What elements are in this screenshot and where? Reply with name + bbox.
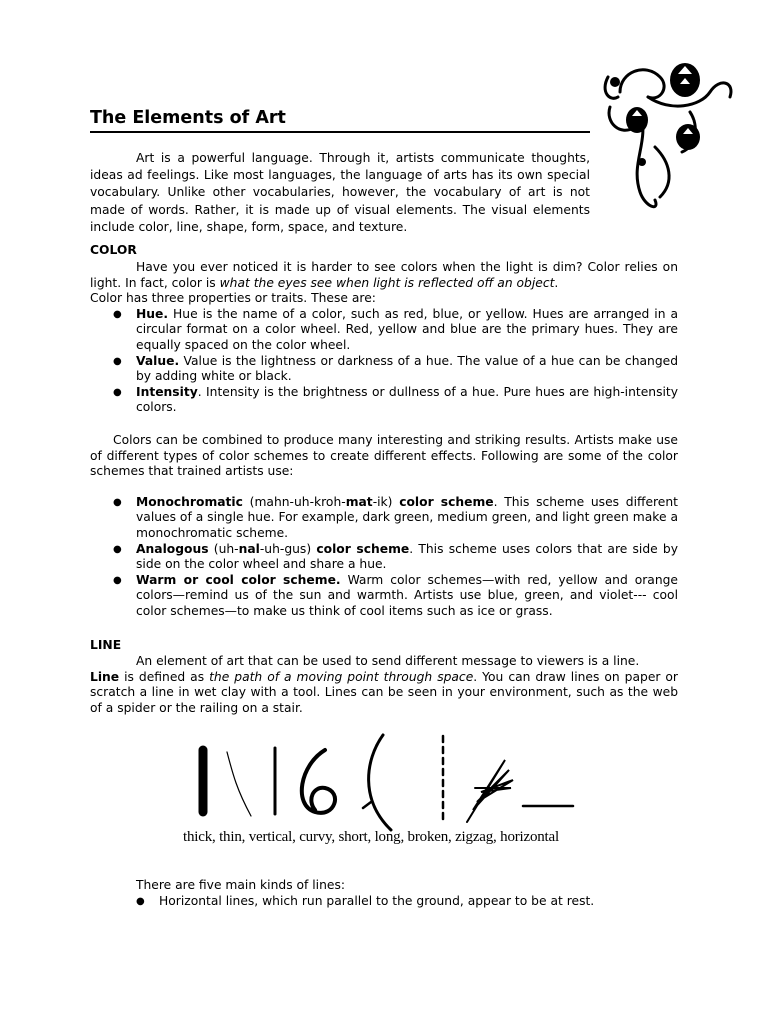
- color-heading: COLOR: [90, 243, 137, 257]
- list-item: ● Intensity. Intensity is the brightness or dullness of a hue. Pure hues are high-intensity colors.: [90, 385, 678, 416]
- line-paragraph-2: Line is defined as the path of a moving point through space. You can draw lines on paper or scratch a line in wet clay with a tool. Lines can be seen in your environment, such as the web of a spider or the railing on a stair.: [90, 669, 678, 715]
- list-item: ● Value. Value is the lightness or darkness of a hue. The value of a hue can be changed by adding white or black.: [90, 354, 678, 385]
- list-item: ● Hue. Hue is the name of a color, such as red, blue, or yellow. Hues are arranged in a circular format on a color wheel. Red, yellow and blue are the primary hues. They are equally spaced on the color wheel.: [90, 307, 678, 354]
- page-title: The Elements of Art: [90, 108, 286, 128]
- curvy-line: [302, 750, 335, 813]
- zigzag-line: [467, 760, 513, 822]
- line-kinds-list: [90, 894, 678, 910]
- color-paragraph-3: Colors can be combined to produce many interesting and striking results. Artists make use of different types of color schemes to create different effects. Following are some of the color schemes that trained artists use:: [90, 433, 678, 479]
- color-section: [90, 260, 678, 416]
- short-line: [363, 802, 371, 808]
- intro-paragraph: Art is a powerful language. Through it, artists communicate thoughts, ideas ad feelings. Like most languages, the language of arts has its own special vocabulary. Unlike other vocabularies, however, the vocabulary of art is not made of words. Rather, it is made up of visual elements. The visual elements include color, line, shape, form, space, and texture.: [90, 151, 590, 234]
- long-line: [369, 735, 391, 830]
- line-kinds-intro: There are five main kinds of lines:: [136, 878, 346, 892]
- color-properties-list: [90, 307, 678, 416]
- color-paragraph-2: Color has three properties or traits. These are:: [90, 291, 376, 306]
- line-section: [90, 654, 678, 716]
- thin-line: [227, 752, 251, 816]
- line-heading: LINE: [90, 638, 122, 652]
- list-item: ● Horizontal lines, which run parallel to the ground, appear to be at rest.: [90, 894, 678, 910]
- list-item: ● Monochromatic (mahn-uh-kroh-mat-ik) color scheme. This scheme uses different values of a single hue. For example, dark green, medium green, and light green make a monochromatic scheme.: [90, 495, 678, 542]
- title-underline: [90, 131, 590, 133]
- line-kinds-section: [90, 878, 678, 909]
- floral-ornament-icon: [600, 52, 740, 222]
- color-paragraph-1: Have you ever noticed it is harder to see colors when the light is dim? Color relies on light. In fact, color is what the eyes see when light is reflected off an object.: [90, 260, 678, 290]
- color-schemes-list: [90, 495, 678, 620]
- list-item: ● Warm or cool color scheme. Warm color schemes—with red, yellow and orange colors—remind us of the sun and warmth. Artists use blue, green, and violet--- cool color schemes—to make us think of cool items such as ice or grass.: [90, 573, 678, 620]
- color-schemes-section: [90, 433, 678, 620]
- line-paragraph-1: An element of art that can be used to send different message to viewers is a line.: [136, 654, 640, 668]
- list-item: ● Analogous (uh-nal-uh-gus) color scheme. This scheme uses colors that are side by side on the color wheel and share a hue.: [90, 542, 678, 573]
- line-types-caption: thick, thin, vertical, curvy, short, long, broken, zigzag, horizontal: [183, 829, 559, 845]
